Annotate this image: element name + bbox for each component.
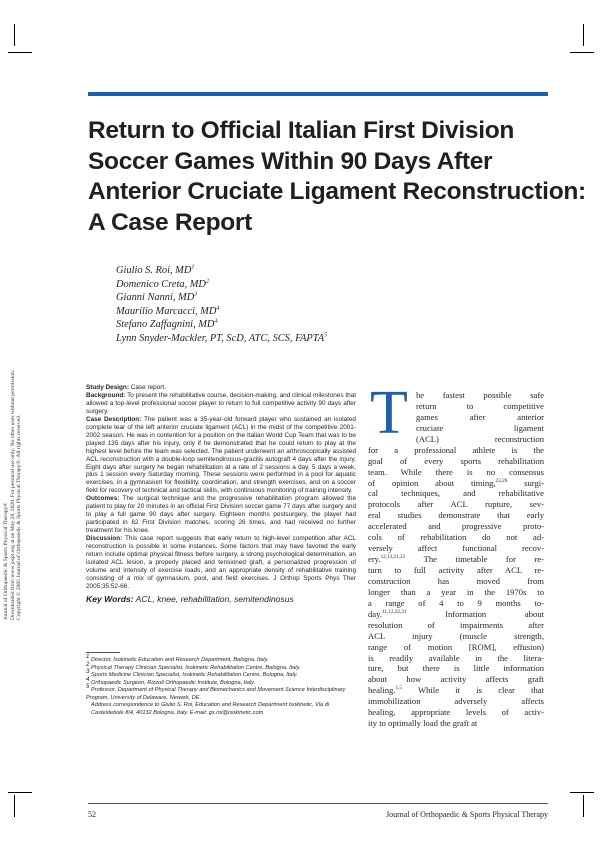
crop-mark [570, 792, 594, 793]
page-number: 52 [88, 810, 96, 819]
footnote-rule [86, 652, 120, 653]
abstract-paragraph: Background: To present the rehabilitative course, decision-making, and clinical milestones that allowed a top-level professional soccer player to return to full competitive activity 90 days after surgery. [86, 391, 356, 415]
body-line: team. While there is no consensus [368, 466, 544, 477]
body-line: accelerated and progressive proto- [368, 521, 544, 532]
abstract-paragraph: Case Description: The patient was a 35-year-old forward player who sustained an isolated complete tear of the left anterior cruciate ligament (ACL) in the midst of the competitive 2001-2002 season. He was in contention for a position on the Italian World Cup Team that was to be played 135 days after his injury, only if he demonstrated that he could return to play at the highest level before the team was selected. The patient underwent an arthroscopically assisted ACL reconstruction with a double-loop semitendinosus-gracilis autograft 4 days after the injury. Eight days after surgery he began rehabilitation at a rate of 2 sessions a day, 5 days a week, plus 1 session every Saturday morning. These sessions were performed in a pool for aquatic exercises, in a gymnasium for flexibility, coordination, and strength exercises, and on a soccer field for recovery of technical and tactical skills, with continuous monitoring of training intensity. [86, 415, 356, 495]
body-line: eral studies demonstrate that early [368, 510, 544, 521]
article-title [88, 116, 586, 238]
correspondence: Address correspondence to Giulio S. Roi, Education and Research Department Isokinetic, Via di Casteldebole 8/4, 40132 Bologna, Italy. E-mail: gs.roi@isokinetic.com [91, 702, 330, 716]
abstract-paragraph: Outcomes: The surgical technique and the progressive rehabilitation program allowed the patient to play for 20 minutes in an official First Division soccer game 77 days after surgery and to play a full game 90 days after surgery. Eighteen months postsurgery, the player had participated in 62 First Division matches, scoring 26 times, and had received no further treatment for his knee. [86, 495, 356, 535]
body-line: about how activity affects graft [368, 674, 544, 685]
body-line: immobilization adversely affects [368, 696, 544, 707]
body-line: longer than a year in the 1970s to [368, 586, 544, 597]
body-line: is readily available in the litera- [368, 652, 544, 663]
body-line: cols of rehabilitation do not ad- [368, 532, 544, 543]
body-line: ACL injury (muscle strength, [368, 630, 544, 641]
title-line: Return to Official Italian First Division [88, 117, 515, 144]
body-line: versely affect functional recov- [368, 543, 544, 554]
sidebar-line: Copyright © 2005 Journal of Orthopaedic & Sports Physical Therapy®. All rights reserved. [16, 414, 23, 620]
title-line: A Case Report [88, 208, 253, 236]
body-line: healing, appropriate levels of activ- [368, 707, 544, 718]
body-line: healing.$^{1,5}$ While it is clear that [368, 685, 544, 696]
journal-name: Journal of Orthopaedic & Sports Physical Therapy [385, 810, 548, 819]
body-line: range of motion [ROM], effusion) [368, 641, 544, 652]
body-line: ity to optimally load the graft at [368, 718, 478, 729]
drop-cap: T [370, 379, 408, 447]
body-line: he fastest possible safe [416, 390, 544, 400]
abstract-paragraph: Study Design: Case report. [86, 384, 166, 391]
sidebar-line: Downloaded from www.jospt.org at on May 28, 2020. For personal use only. No other uses without permission. [9, 369, 16, 620]
body-line: day.$^{11,12,22,31}$ Information about [368, 608, 544, 619]
author: Giulio S. Roi, $MD^1$ [116, 263, 195, 276]
body-line: of opinion about timing,$^{23,26}$ surgi- [368, 477, 545, 488]
abstract-paragraph: Discussion: This case report suggests that early return to high-level competition after ACL reconstruction is possible in some instances. Some factors that may have favored the early return include optimal physical fitness before surgery, a strong psychological determination, an isolated ACL lesion, a properly placed and tensioned graft, a personalized progression of volume and intensity of exercise loads, and an appropriate density of rehabilitative training consisting of a mix of gymnasium, pool, and field exercises. J Orthop Sports Phys Ther 2005;35:52-66. [86, 535, 356, 590]
author: Domenico Creta, $MD^2$ [116, 277, 210, 290]
affiliation: $^5$ Professor, Department of Physical Therapy and Biomechanics and Movement Science Interdisciplinary Program, University of Delaware, Newark, DE. [86, 683, 346, 701]
body-line: for a professional athlete is the [368, 444, 544, 455]
affiliation: $^2$ Physical Therapy Clinician Specialist, Isokinetic Rehabilitation Centre, Bologna, Italy. [86, 660, 301, 671]
abstract [86, 384, 356, 605]
body-line: cal techniques, and rehabilitative [368, 488, 544, 499]
body-line: construction has moved from [368, 575, 544, 586]
body-line: goal of every sports rehabilitation [368, 455, 544, 466]
body-line: (ACL) reconstruction [416, 433, 544, 444]
affiliation: $^4$ Orthopaedic Surgeon, Rizzoli Orthopaedic Institute, Bologna, Italy. [86, 675, 256, 686]
crop-mark [570, 52, 594, 53]
crop-mark [8, 792, 32, 793]
body-line: return to competitive [416, 400, 544, 411]
author: Stefano Zaffagnini, $MD^4$ [116, 317, 218, 330]
crop-mark [583, 795, 584, 817]
title-line: Soccer Games Within 90 Days After [88, 147, 493, 175]
title-line: Anterior Cruciate Ligament Reconstruction: [88, 178, 586, 205]
body-line: turn to full activity after ACL re- [368, 565, 544, 575]
affiliation: $^3$ Sports Medicine Clinician Specialist, Isokinetic Rehabilitation Centre, Bologna, Italy. [86, 668, 298, 678]
body-line: ery.$^{12,13,21,22}$ The timetable for re- [368, 554, 544, 565]
body-line: ture, but there is little information [368, 663, 544, 674]
crop-mark [8, 52, 32, 53]
crop-mark [14, 795, 15, 817]
author: Maurilio Marcacci, $MD^4$ [116, 304, 220, 317]
body-line: a range of 4 to 9 months to- [368, 597, 544, 608]
key-words: Key Words: ACL, knee, rehabilitation, semitendinosus [86, 593, 294, 604]
title-rule [88, 92, 548, 96]
author: Gianni Nanni, $MD^3$ [116, 290, 198, 303]
crop-mark [583, 24, 584, 46]
body-line: cruciate ligament [416, 422, 544, 433]
sidebar-line: Journal of Orthopaedic & Sports Physical Therapy® [3, 502, 9, 620]
download-watermark [3, 360, 23, 620]
body-line: games after anterior [416, 411, 544, 422]
footer-rule [88, 803, 548, 804]
affiliation: $^1$ Director, Isokinetic Education and Research Department, Bologna, Italy. [86, 653, 269, 663]
affiliations [86, 653, 358, 717]
body-text [368, 379, 545, 729]
body-line: resolution of impairments after [368, 619, 544, 630]
author-list [116, 264, 327, 345]
body-line: protocols after ACL rupture, sev- [368, 499, 544, 510]
author: Lynn Snyder-Mackler, PT, ScD, ATC, SCS, FAPTA$^5$ [116, 331, 328, 344]
crop-mark [14, 24, 15, 46]
